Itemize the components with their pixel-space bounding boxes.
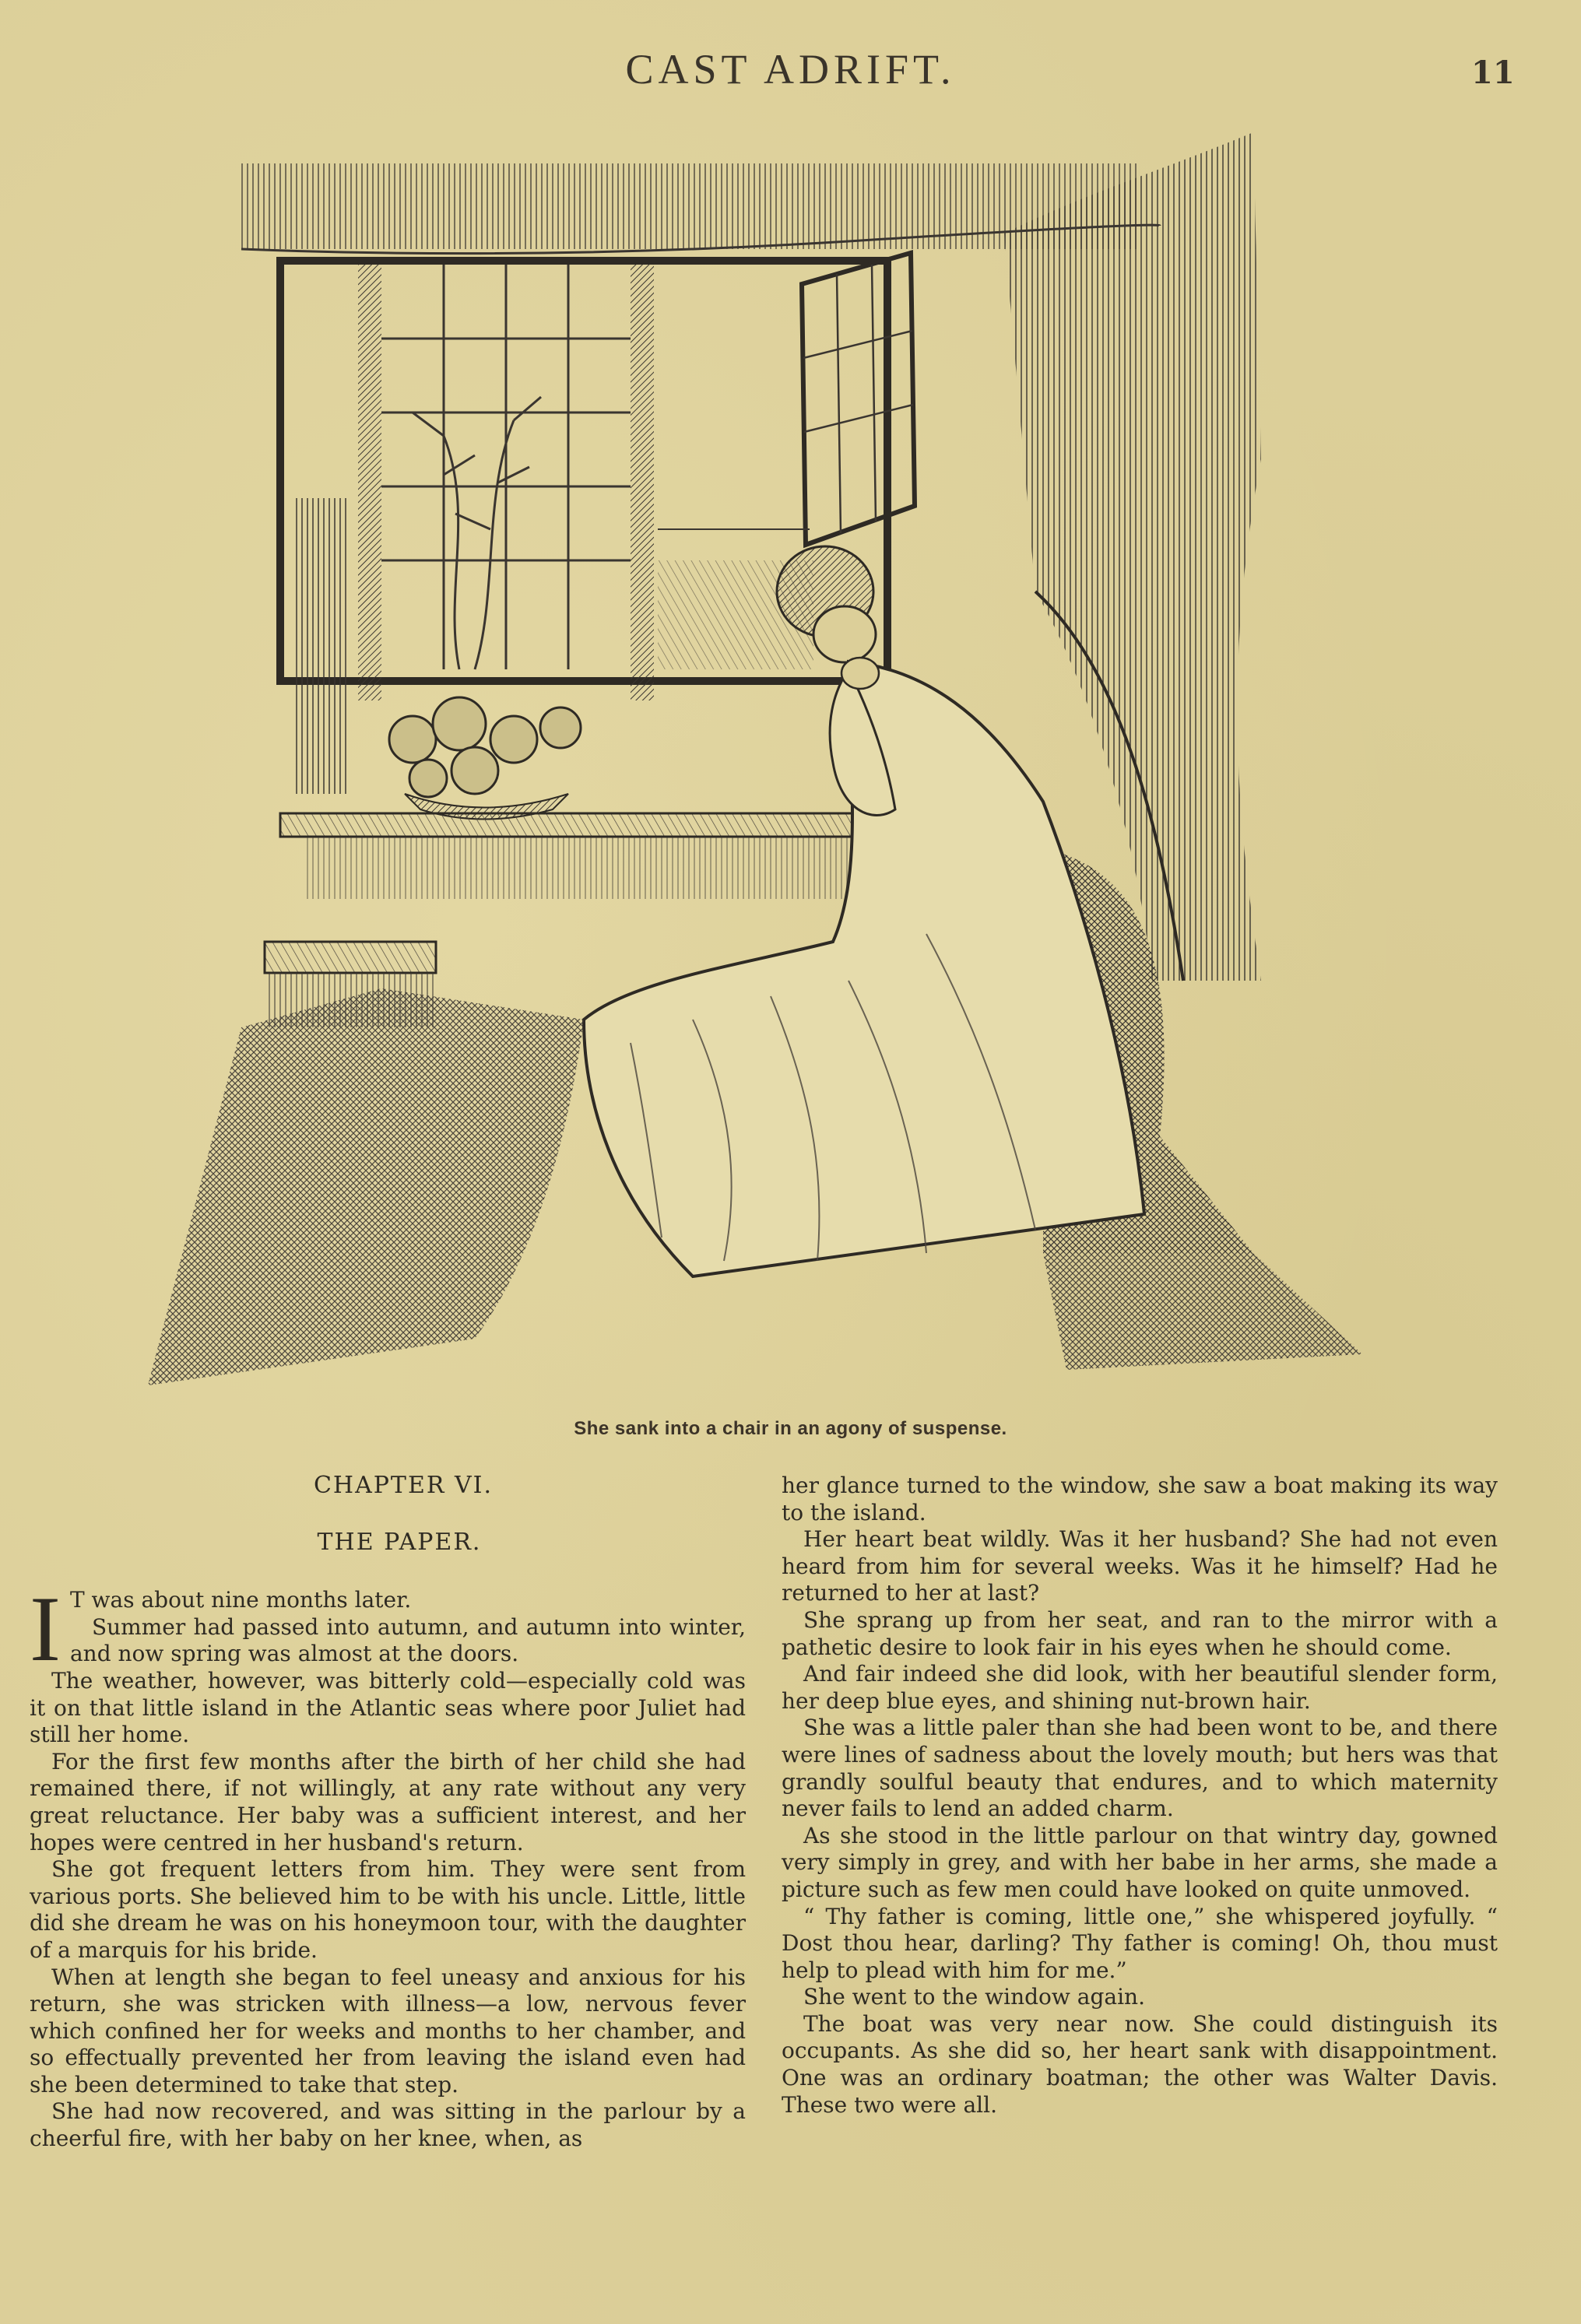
paragraph: When at length she began to feel uneasy and anxious for his return, she was stricken with illness—a low, nervous fever which confined her for weeks and months to her chamber, and so effectually prevented her from leaving the island even had she been determined to take that step.: [30, 1964, 746, 2098]
chapter-title: THE PAPER.: [317, 1528, 482, 1556]
text-column-right: [782, 1473, 1498, 2119]
paragraph: She sprang up from her seat, and ran to the mirror with a pathetic desire to look fair in his eyes when he should come.: [782, 1606, 1498, 1660]
opening-line: T was about nine months later.: [69, 1587, 412, 1613]
paragraph: She had now recovered, and was sitting in the parlour by a cheerful fire, with her baby on her knee, when, as: [30, 2098, 746, 2152]
paragraph: “ Thy father is coming, little one,” she whispered joyfully. “ Dost thou hear, darling? Thy father is coming! Oh, thou must help to plead with him for me.”: [782, 1903, 1498, 1983]
paragraph: She went to the window again.: [803, 1984, 1145, 2010]
paragraph: Her heart beat wildly. Was it her husband? She had not even heard from him for several weeks. Was it he himself? Had he returned to her at last?: [782, 1526, 1498, 1606]
paragraph: She got frequent letters from him. They were sent from various ports. She believed him to be with his uncle. Little, little did she dream he was on his honeymoon tour, with the daughter of a marquis for his bride.: [30, 1856, 746, 1963]
paragraph: And fair indeed she did look, with her beautiful slender form, her deep blue eyes, and shining nut-brown hair.: [782, 1661, 1498, 1714]
chapter-number: CHAPTER VI.: [313, 1472, 494, 1499]
continued-paragraph: her glance turned to the window, she saw a boat making its way to the island.: [782, 1473, 1498, 1525]
paragraph: She was a little paler than she had been wont to be, and there were lines of sadness about the lovely mouth; but hers was that grandly soulful beauty that endures, and to which maternity never fails to lend an added charm.: [782, 1715, 1498, 1822]
engraving-illustration: [148, 125, 1393, 1385]
page-number: 11: [1471, 54, 1515, 91]
drop-cap: I: [30, 1577, 61, 1681]
paragraph: The weather, however, was bitterly cold—especially cold was it on that little island in the Atlantic seas where poor Juliet had still her home.: [30, 1667, 746, 1748]
running-head: CAST ADRIFT.: [625, 46, 956, 93]
text-column-left: [30, 1473, 746, 2153]
paragraph: Summer had passed into autumn, and autumn into winter, and now spring was almost at the doors.: [69, 1613, 746, 1667]
paragraph: The boat was very near now. She could distinguish its occupants. As she did so, her heart sank with disappointment. One was an ordinary boatman; the other was Walter Davis. These two were all.: [782, 2010, 1498, 2118]
illustration-caption: She sank into a chair in an agony of suspense.: [574, 1418, 1007, 1439]
paragraph: For the first few months after the birth of her child she had remained there, if not willingly, at any rate without any very great reluctance. Her baby was a sufficient interest, and her hopes were centred in her husband's return.: [30, 1748, 746, 1855]
paragraph: As she stood in the little parlour on that wintry day, gowned very simply in grey, and with her babe in her arms, she made a picture such as few men could have looked on quite unmoved.: [782, 1822, 1498, 1902]
